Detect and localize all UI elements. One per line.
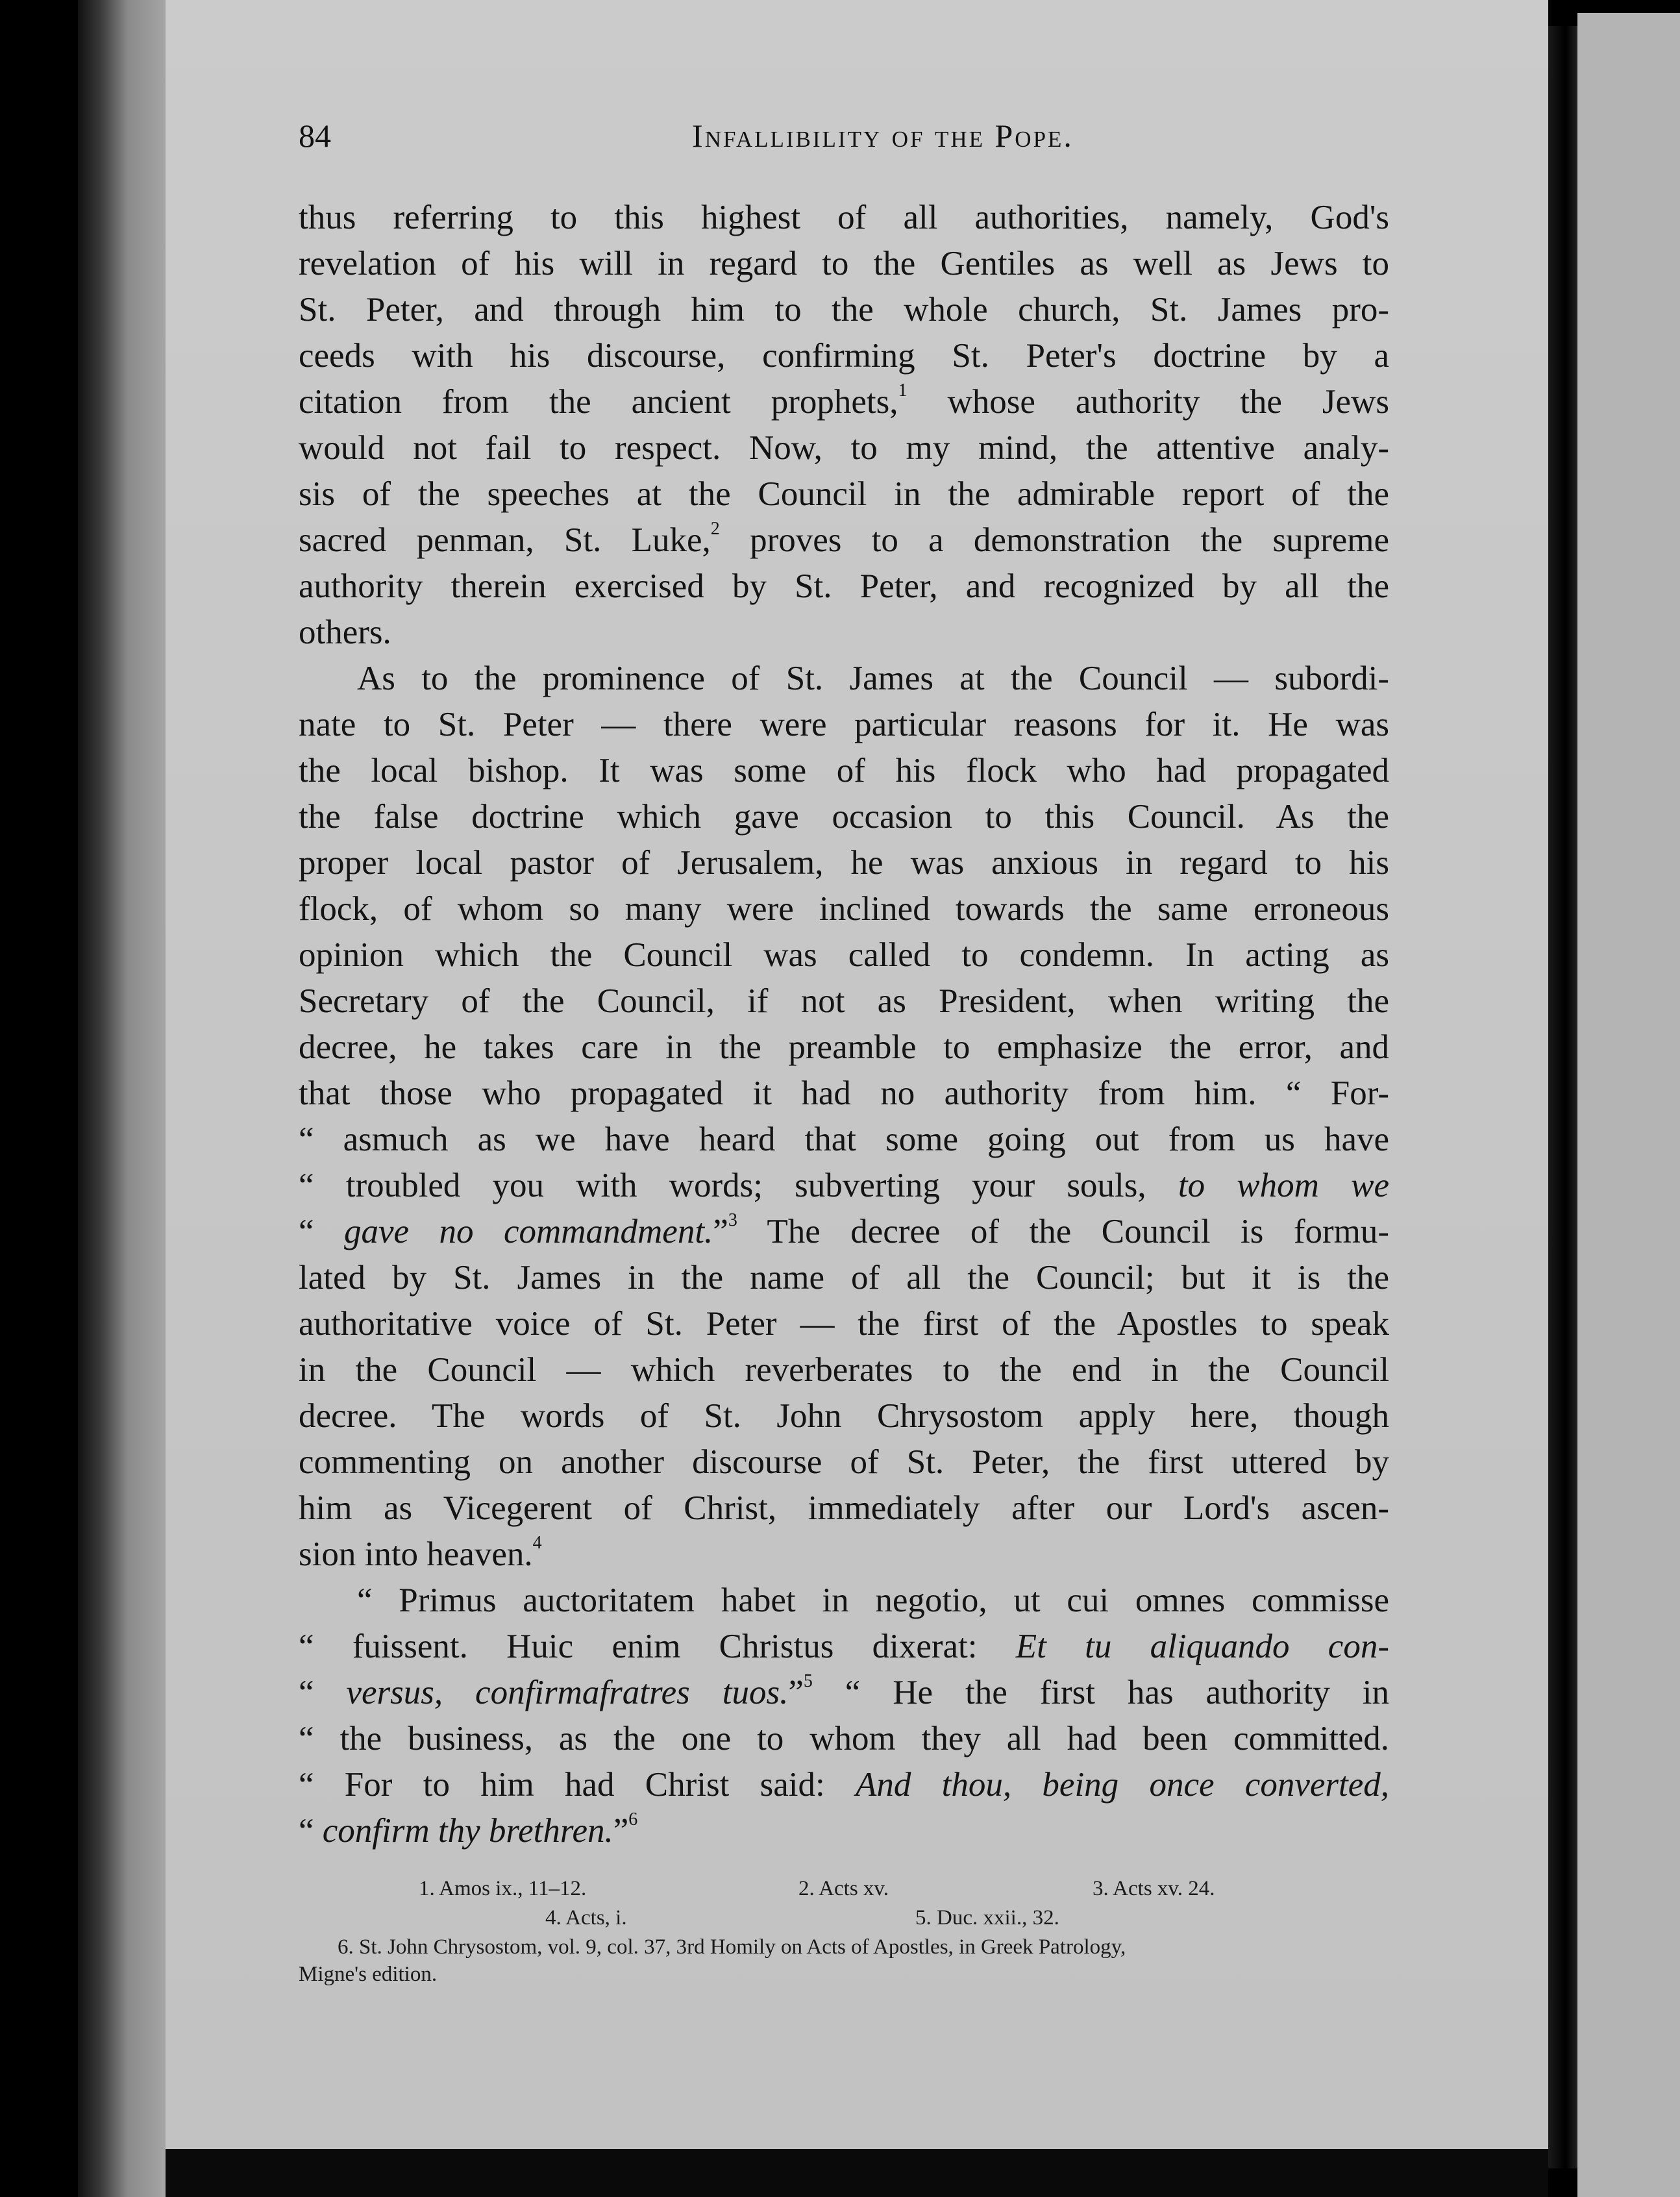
text-line: citation from the ancient prophets,$^1$ whose authority the Jews [299,380,1389,421]
text-line: thus referring to this highest of all authorities, namely, God's [299,199,1389,236]
text-line: the local bishop. It was some of his flock who had propagated [299,752,1389,789]
text-line: opinion which the Council was called to condemn. In acting as [299,936,1389,974]
footnote-5: 5. Duc. xxii., 32. [915,1906,1059,1930]
page-header [299,117,1389,169]
text-line: ceeds with his discourse, confirming St. Peter's doctrine by a [299,337,1389,375]
text-line: the false doctrine which gave occasion to this Council. As the [299,798,1389,836]
text-line: would not fail to respect. Now, to my mind, the attentive analy- [299,429,1389,467]
text-line: decree, he takes care in the preamble to emphasize the error, and [299,1028,1389,1066]
book-gutter [1548,26,1577,2168]
text-line: “ troubled you with words; subverting your souls, to whom we [299,1167,1389,1204]
text-line: proper local pastor of Jerusalem, he was anxious in regard to his [299,844,1389,882]
text-line: nate to St. Peter — there were particular reasons for it. He was [299,706,1389,743]
footnote-ref: 2 [710,519,720,539]
text-line: sion into heaven.$^4$ [299,1533,542,1573]
footnote-row [299,1875,1389,1904]
text-line: “ asmuch as we have heard that some going out from us have [299,1121,1389,1158]
text-line: that those who propagated it had no authority from him. “ For- [299,1074,1389,1112]
main-text [299,195,1389,1854]
footnote-2: 2. Acts xv. [798,1877,889,1900]
footnotes [299,1875,1389,1988]
quote-line: “ For to him had Christ said: And thou, being once converted, [299,1766,1389,1804]
quote-line: “ confirm thy brethren.”$^6$ [299,1809,638,1850]
footnote-ref: 5 [803,1671,813,1691]
scan-border [166,2149,1548,2197]
footnote-ref: 4 [532,1533,542,1553]
text-line: authoritative voice of St. Peter — the first of the Apostles to speak [299,1305,1389,1343]
book-page-edges [78,0,169,2197]
facing-page-edge [1577,13,1680,2197]
footnote-6: 6. St. John Chrysostom, vol. 9, col. 37, 3rd Homily on Acts of Apostles, in Greek Patrology, Migne's edition. [299,1935,1126,1986]
page-number: 84 [299,118,331,154]
text-line: decree. The words of St. John Chrysostom apply here, though [299,1397,1389,1435]
footnote-1: 1. Amos ix., 11–12. [419,1877,587,1900]
quote-line: “ Primus auctoritatem habet in negotio, ut cui omnes commisse [357,1582,1389,1619]
footnote-4: 4. Acts, i. [545,1906,627,1930]
text-line: sis of the speeches at the Council in the admirable report of the [299,475,1389,513]
text-line: flock, of whom so many were inclined towards the same erroneous [299,890,1389,928]
quote-line: “ versus, confirmafratres tuos.”$^5$ “ He the first has authority in [299,1671,1389,1711]
quote-line: “ the business, as the one to whom they all had been committed. [299,1720,1389,1757]
footnote-row [299,1904,1389,1933]
quote-line: “ fuissent. Huic enim Christus dixerat: Et tu aliquando con- [299,1628,1389,1665]
text-line: him as Vicegerent of Christ, immediately after our Lord's ascen- [299,1489,1389,1527]
text-line: commenting on another discourse of St. Peter, the first uttered by [299,1443,1389,1481]
text-line: “ gave no commandment.”$^3$ The decree of the Council is formu- [299,1210,1389,1250]
text-line: lated by St. James in the name of all the Council; but it is the [299,1259,1389,1297]
text-line: Secretary of the Council, if not as President, when writing the [299,982,1389,1020]
footnote-ref: 1 [898,380,908,401]
text-line: revelation of his will in regard to the Gentiles as well as Jews to [299,245,1389,282]
text-line: As to the prominence of St. James at the Council — subordi- [357,660,1389,697]
text-line: others. [299,614,391,651]
footnote-ref: 6 [628,1809,638,1830]
text-line: sacred penman, St. Luke,$^2$ proves to a demonstration the supreme [299,519,1389,559]
footnote-3: 3. Acts xv. 24. [1093,1877,1215,1900]
text-line: St. Peter, and through him to the whole church, St. James pro- [299,291,1389,329]
footnote-ref: 3 [728,1210,737,1230]
running-title: Infallibility of the Pope. [692,118,1074,154]
text-line: in the Council — which reverberates to the end in the Council [299,1351,1389,1389]
text-line: authority therein exercised by St. Peter, and recognized by all the [299,567,1389,605]
